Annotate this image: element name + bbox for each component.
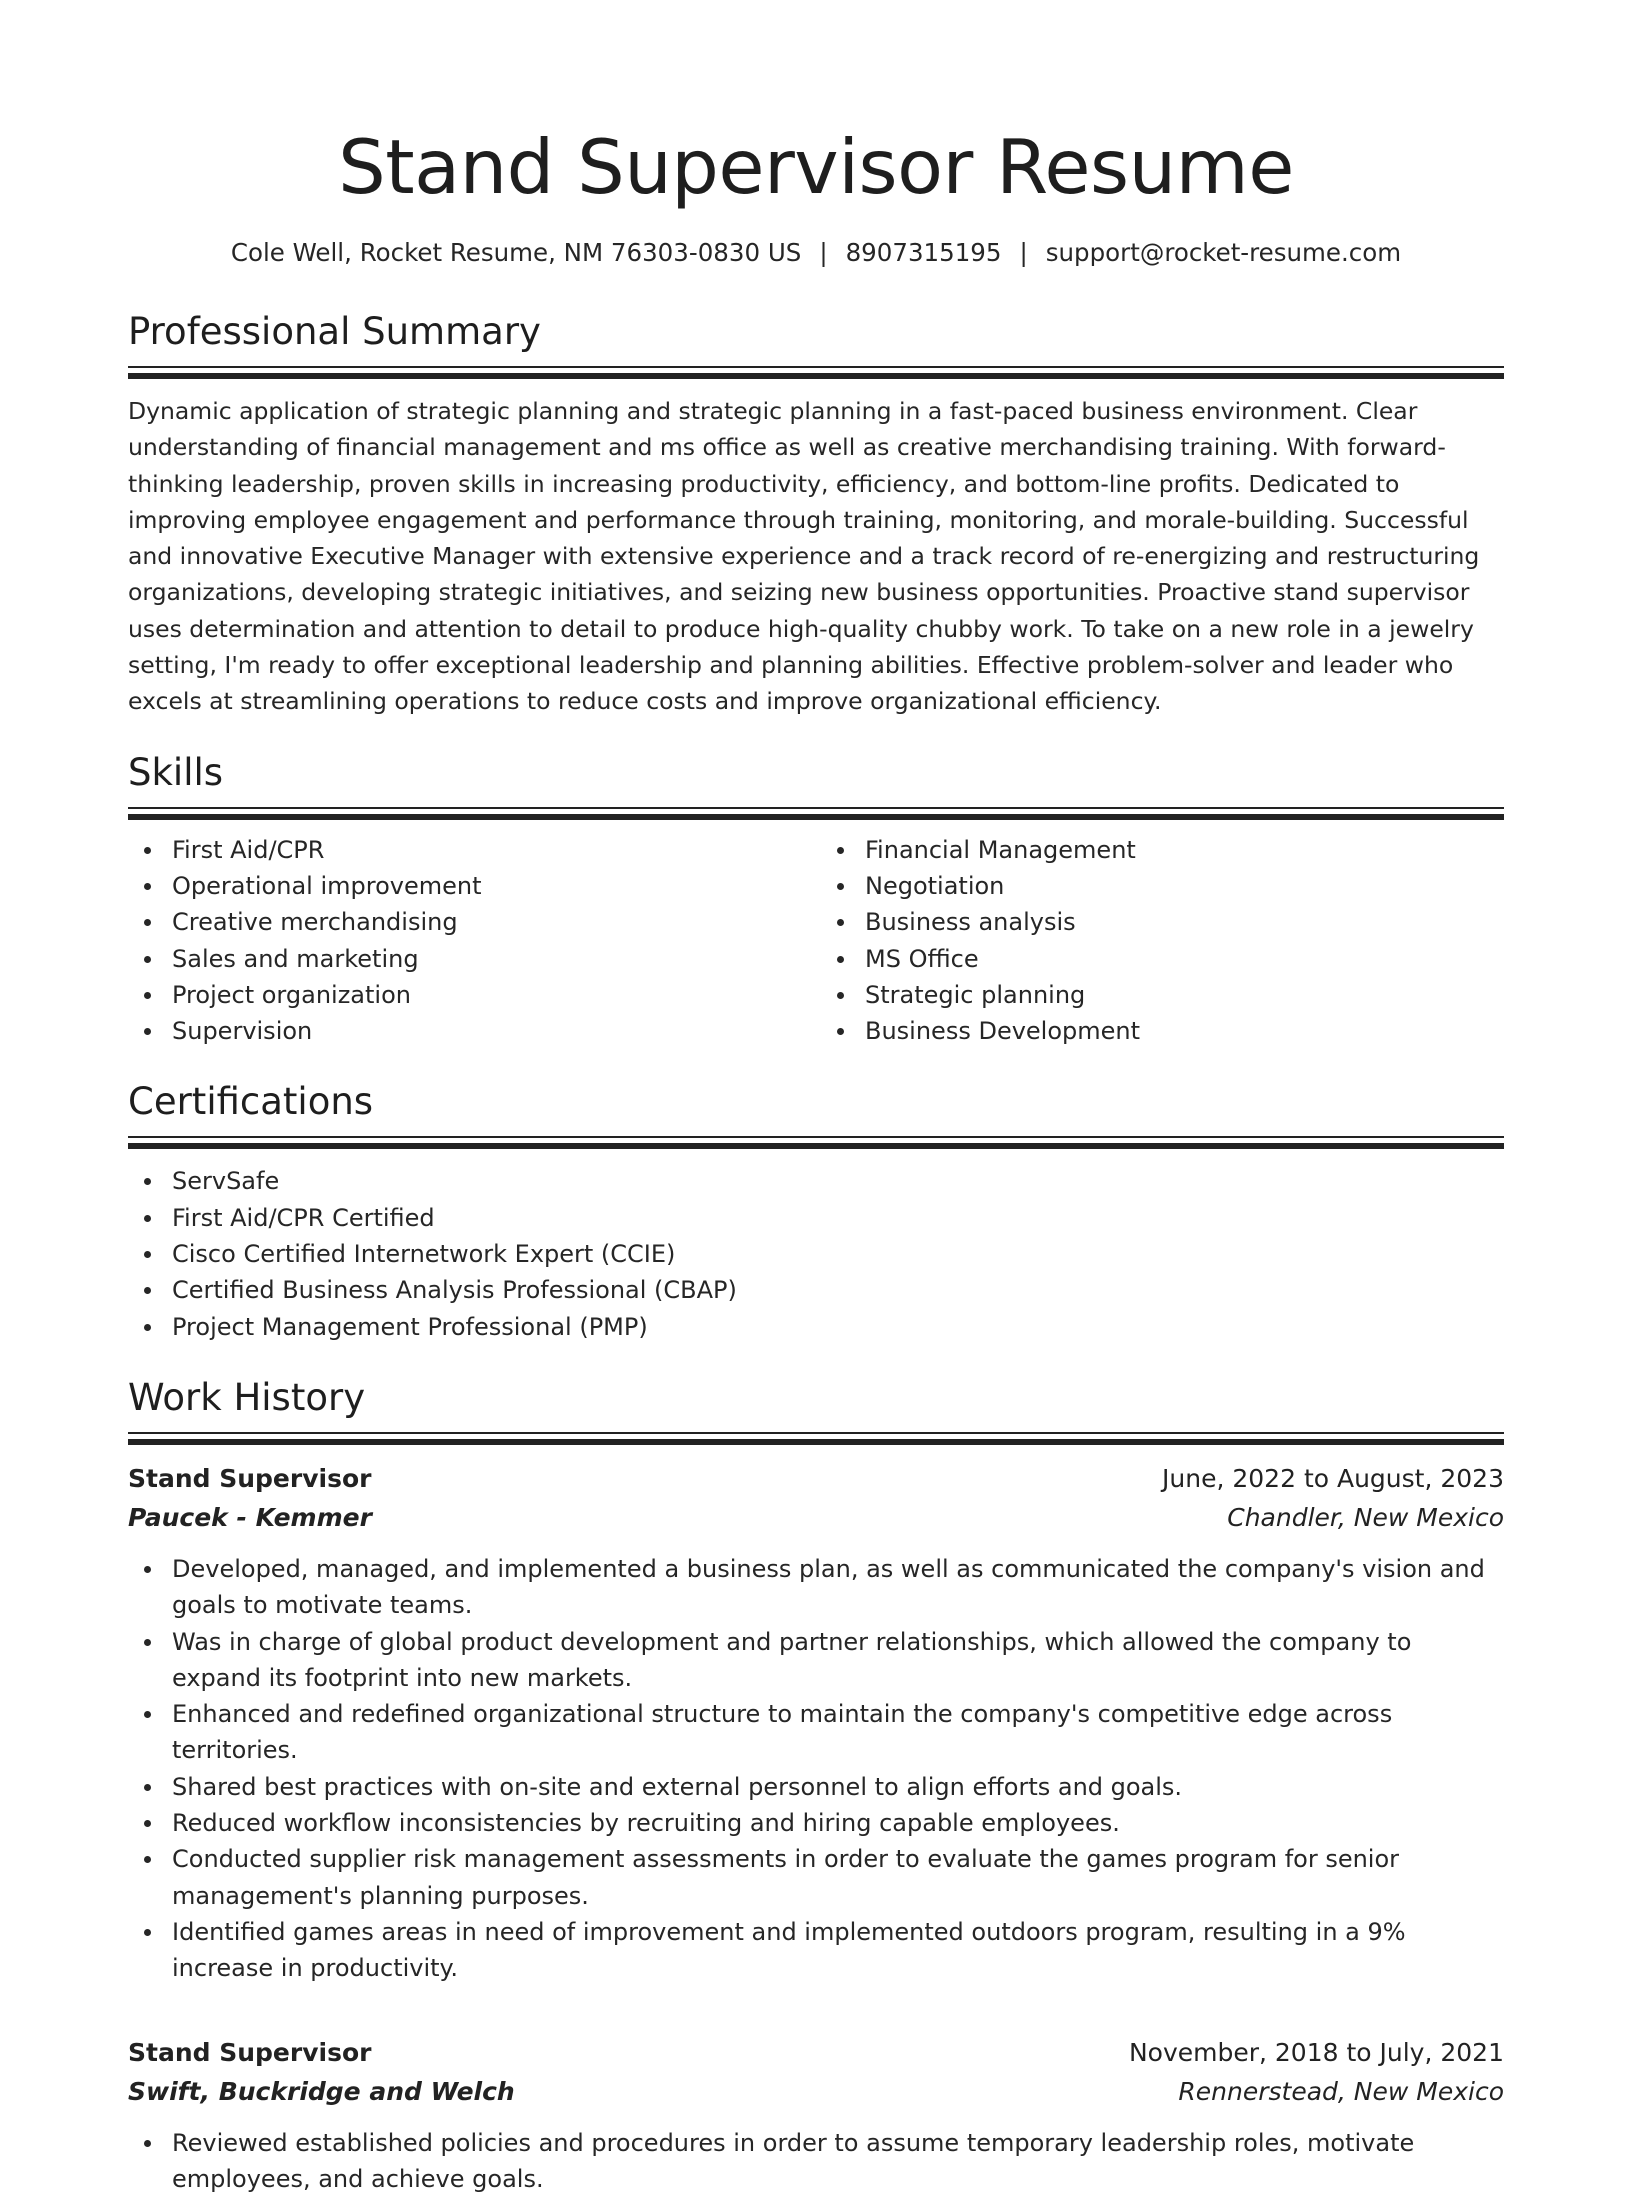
work-history-heading: Work History [128, 1375, 1504, 1421]
contact-address: Cole Well, Rocket Resume, NM 76303-0830 US [231, 238, 801, 267]
job-company: Swift, Buckridge and Welch [128, 2072, 515, 2111]
skill-item: Sales and marketing [128, 941, 816, 977]
section-divider [128, 814, 1504, 820]
certification-item: First Aid/CPR Certified [128, 1200, 1504, 1236]
summary-heading: Professional Summary [128, 309, 1504, 355]
job-dates: November, 2018 to July, 2021 [1129, 2033, 1504, 2072]
skills-list-left [128, 832, 816, 1050]
job-header [128, 1459, 1504, 1498]
job-duties [128, 1551, 1504, 1987]
job-duty: Identified games areas in need of improvement and implemented outdoors program, resulting in a 9% increase in productivity. [128, 1914, 1504, 1987]
job-duty: Developed, managed, and implemented a business plan, as well as communicated the company's vision and goals to motivate teams. [128, 1551, 1504, 1624]
section-divider [128, 807, 1504, 809]
section-divider [128, 373, 1504, 379]
section-divider [128, 1439, 1504, 1445]
skill-item: MS Office [821, 941, 1504, 977]
job-title: Stand Supervisor [128, 2033, 371, 2072]
job-title: Stand Supervisor [128, 1459, 371, 1498]
job-company: Paucek - Kemmer [128, 1498, 372, 1537]
contact-phone: 8907315195 [846, 238, 1002, 267]
contact-email: support@rocket-resume.com [1046, 238, 1401, 267]
section-divider [128, 366, 1504, 368]
job-location: Chandler, New Mexico [1227, 1498, 1504, 1537]
certification-item: ServSafe [128, 1163, 1504, 1199]
job-duty: Reviewed established policies and procedures in order to assume temporary leadership roles, motivate employees, and achieve goals. [128, 2125, 1504, 2197]
contact-separator: | [801, 238, 845, 267]
job-duty: Was in charge of global product development and partner relationships, which allowed the company to expand its footprint into new markets. [128, 1624, 1504, 1697]
skill-item: Business analysis [821, 904, 1504, 940]
page-title: Stand Supervisor Resume [128, 0, 1504, 215]
skills-heading: Skills [128, 750, 1504, 796]
job-location: Rennerstead, New Mexico [1178, 2072, 1504, 2111]
certification-item: Project Management Professional (PMP) [128, 1309, 1504, 1345]
skill-item: Creative merchandising [128, 904, 816, 940]
job-duties [128, 2125, 1504, 2197]
job-subheader [128, 2072, 1504, 2111]
skill-item: Project organization [128, 977, 816, 1013]
summary-section [128, 309, 1504, 720]
job-duty: Shared best practices with on-site and external personnel to align efforts and goals. [128, 1769, 1504, 1805]
skill-item: Supervision [128, 1013, 816, 1049]
skills-list-right [816, 832, 1504, 1050]
contact-line [128, 237, 1504, 269]
section-divider [128, 1136, 1504, 1138]
certifications-heading: Certifications [128, 1079, 1504, 1125]
skill-item: Operational improvement [128, 868, 816, 904]
certification-item: Certified Business Analysis Professional (CBAP) [128, 1272, 1504, 1308]
job-header [128, 2033, 1504, 2072]
skill-item: Business Development [821, 1013, 1504, 1049]
skill-item: First Aid/CPR [128, 832, 816, 868]
skill-item: Financial Management [821, 832, 1504, 868]
skill-item: Negotiation [821, 868, 1504, 904]
certification-item: Cisco Certified Internetwork Expert (CCIE) [128, 1236, 1504, 1272]
job-dates: June, 2022 to August, 2023 [1162, 1459, 1504, 1498]
summary-text: Dynamic application of strategic planning and strategic planning in a fast-paced business environment. Clear understanding of financial management and ms office as well as creative merchandising training. With forward-thinking leadership, proven skills in increasing productivity, efficiency, and bottom-line profits. Dedicated to improving employee engagement and performance through training, monitoring, and morale-building. Successful and innovative Executive Manager with extensive experience and a track record of re-energizing and restructuring organizations, developing strategic initiatives, and seizing new business opportunities. Proactive stand supervisor uses determination and attention to detail to produce high-quality chubby work. To take on a new role in a jewelry setting, I'm ready to offer exceptional leadership and planning abilities. Effective problem-solver and leader who excels at streamlining operations to reduce costs and improve organizational efficiency. [128, 393, 1504, 720]
certifications-section [128, 1079, 1504, 1344]
job-entry [128, 1459, 1504, 1987]
job-duty: Enhanced and redefined organizational structure to maintain the company's competitive edge across territories. [128, 1696, 1504, 1769]
job-duty: Reduced workflow inconsistencies by recruiting and hiring capable employees. [128, 1805, 1504, 1841]
job-entry [128, 2033, 1504, 2197]
section-divider [128, 1143, 1504, 1149]
skills-grid [128, 832, 1504, 1050]
job-subheader [128, 1498, 1504, 1537]
job-duty: Conducted supplier risk management assessments in order to evaluate the games program for senior management's planning purposes. [128, 1841, 1504, 1914]
work-history-section [128, 1375, 1504, 2197]
contact-separator: | [1001, 238, 1045, 267]
skill-item: Strategic planning [821, 977, 1504, 1013]
certifications-list [128, 1163, 1504, 1344]
skills-section [128, 750, 1504, 1050]
section-divider [128, 1432, 1504, 1434]
